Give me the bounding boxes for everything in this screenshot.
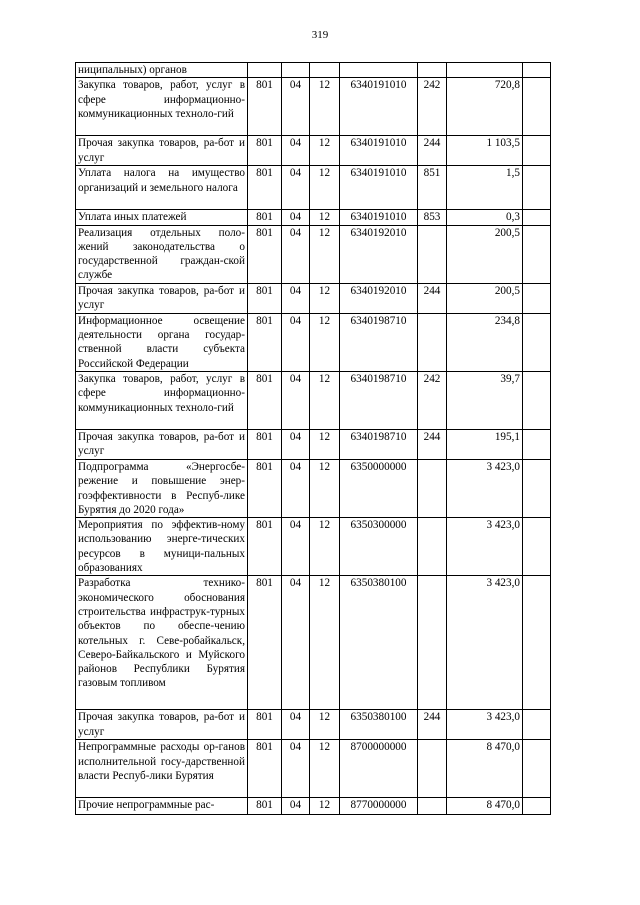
- row-empty-cell: [523, 210, 551, 225]
- row-section-code: 04: [282, 576, 310, 710]
- row-expense-type: [418, 740, 447, 798]
- row-expense-type: 244: [418, 283, 447, 313]
- row-expense-type: 244: [418, 429, 447, 459]
- row-subsection-code: 12: [310, 459, 340, 517]
- budget-table: [75, 62, 551, 815]
- table-row: [76, 210, 551, 225]
- row-subsection-code: 12: [310, 710, 340, 740]
- row-empty-cell: [523, 371, 551, 429]
- row-section-code: 04: [282, 313, 310, 371]
- row-expense-type: 242: [418, 78, 447, 136]
- row-name: Информационное освещение деятельности органа государ-ственной власти субъекта Российской Федерации: [76, 313, 248, 371]
- table-row: [76, 78, 551, 136]
- row-target-article: 6340198710: [340, 371, 418, 429]
- row-target-article: 6350300000: [340, 518, 418, 576]
- table-row: [76, 740, 551, 798]
- row-section-code: 04: [282, 210, 310, 225]
- row-subsection-code: [310, 63, 340, 78]
- row-name: Мероприятия по эффектив-ному использованию энерге-тических ресурсов в муници-пальных образованиях: [76, 518, 248, 576]
- row-target-article: 6340192010: [340, 283, 418, 313]
- row-expense-type: [418, 313, 447, 371]
- row-section-code: 04: [282, 166, 310, 210]
- row-empty-cell: [523, 740, 551, 798]
- table-row: [76, 798, 551, 815]
- row-target-article: 6340191010: [340, 78, 418, 136]
- row-section-code: 04: [282, 518, 310, 576]
- row-amount: 234,8: [447, 313, 523, 371]
- row-subsection-code: 12: [310, 798, 340, 815]
- row-subsection-code: 12: [310, 283, 340, 313]
- row-amount: 200,5: [447, 283, 523, 313]
- row-section-code: 04: [282, 225, 310, 283]
- row-gr-code: 801: [248, 798, 282, 815]
- row-gr-code: 801: [248, 371, 282, 429]
- row-section-code: 04: [282, 283, 310, 313]
- row-section-code: 04: [282, 78, 310, 136]
- row-subsection-code: 12: [310, 313, 340, 371]
- row-gr-code: 801: [248, 313, 282, 371]
- row-name: Закупка товаров, работ, услуг в сфере информационно-коммуникационных техноло-гий: [76, 78, 248, 136]
- row-target-article: 6350380100: [340, 576, 418, 710]
- table-row: [76, 371, 551, 429]
- row-expense-type: 851: [418, 166, 447, 210]
- row-gr-code: 801: [248, 136, 282, 166]
- row-expense-type: 244: [418, 136, 447, 166]
- row-amount: 3 423,0: [447, 576, 523, 710]
- row-gr-code: 801: [248, 283, 282, 313]
- row-name: Прочая закупка товаров, ра-бот и услуг: [76, 136, 248, 166]
- row-amount: 3 423,0: [447, 518, 523, 576]
- row-expense-type: [418, 798, 447, 815]
- row-expense-type: [418, 63, 447, 78]
- row-name: Уплата иных платежей: [76, 210, 248, 225]
- table-row: [76, 518, 551, 576]
- row-subsection-code: 12: [310, 225, 340, 283]
- row-name: Прочая закупка товаров, ра-бот и услуг: [76, 710, 248, 740]
- row-subsection-code: 12: [310, 576, 340, 710]
- table-row: [76, 710, 551, 740]
- row-amount: 0,3: [447, 210, 523, 225]
- row-gr-code: 801: [248, 710, 282, 740]
- row-empty-cell: [523, 518, 551, 576]
- row-amount: 3 423,0: [447, 710, 523, 740]
- row-name: Подпрограмма «Энергосбе-режение и повышение энер-гоэффективности в Респуб-лике Бурятия до 2020 года»: [76, 459, 248, 517]
- row-name: Реализация отдельных поло-жений законодательства о государственной граждан-ской службе: [76, 225, 248, 283]
- row-empty-cell: [523, 283, 551, 313]
- row-empty-cell: [523, 576, 551, 710]
- row-section-code: 04: [282, 371, 310, 429]
- page-number: 319: [311, 29, 329, 41]
- row-gr-code: 801: [248, 740, 282, 798]
- table-row: [76, 225, 551, 283]
- row-amount: 200,5: [447, 225, 523, 283]
- row-expense-type: [418, 459, 447, 517]
- row-amount: 8 470,0: [447, 798, 523, 815]
- row-name: Уплата налога на имущество организаций и земельного налога: [76, 166, 248, 210]
- row-gr-code: 801: [248, 518, 282, 576]
- table-row: [76, 459, 551, 517]
- row-empty-cell: [523, 166, 551, 210]
- row-amount: 3 423,0: [447, 459, 523, 517]
- row-gr-code: 801: [248, 78, 282, 136]
- row-target-article: 6340191010: [340, 210, 418, 225]
- row-section-code: 04: [282, 459, 310, 517]
- row-expense-type: 242: [418, 371, 447, 429]
- row-amount: 1,5: [447, 166, 523, 210]
- row-name: ниципальных) органов: [76, 63, 248, 78]
- row-amount: 39,7: [447, 371, 523, 429]
- row-target-article: 6350380100: [340, 710, 418, 740]
- row-subsection-code: 12: [310, 210, 340, 225]
- row-empty-cell: [523, 136, 551, 166]
- row-section-code: 04: [282, 798, 310, 815]
- row-name: Закупка товаров, работ, услуг в сфере информационно-коммуникационных техноло-гий: [76, 371, 248, 429]
- row-name: Прочая закупка товаров, ра-бот и услуг: [76, 283, 248, 313]
- row-target-article: 6340191010: [340, 136, 418, 166]
- row-gr-code: 801: [248, 459, 282, 517]
- row-section-code: [282, 63, 310, 78]
- row-subsection-code: 12: [310, 136, 340, 166]
- row-expense-type: [418, 518, 447, 576]
- row-expense-type: 244: [418, 710, 447, 740]
- row-subsection-code: 12: [310, 518, 340, 576]
- row-amount: 195,1: [447, 429, 523, 459]
- row-target-article: 8770000000: [340, 798, 418, 815]
- table-row: [76, 429, 551, 459]
- table-row: [76, 313, 551, 371]
- row-empty-cell: [523, 710, 551, 740]
- row-expense-type: 853: [418, 210, 447, 225]
- row-expense-type: [418, 576, 447, 710]
- row-gr-code: 801: [248, 225, 282, 283]
- row-target-article: [340, 63, 418, 78]
- row-expense-type: [418, 225, 447, 283]
- row-target-article: 6340192010: [340, 225, 418, 283]
- row-empty-cell: [523, 459, 551, 517]
- row-name: Непрограммные расходы ор-ганов исполнительной госу-дарственной власти Респуб-лики Бурятия: [76, 740, 248, 798]
- row-empty-cell: [523, 78, 551, 136]
- table-row: [76, 283, 551, 313]
- row-section-code: 04: [282, 740, 310, 798]
- row-gr-code: 801: [248, 210, 282, 225]
- row-amount: 720,8: [447, 78, 523, 136]
- row-section-code: 04: [282, 136, 310, 166]
- row-gr-code: 801: [248, 576, 282, 710]
- row-subsection-code: 12: [310, 78, 340, 136]
- table-row: [76, 136, 551, 166]
- row-subsection-code: 12: [310, 371, 340, 429]
- row-subsection-code: 12: [310, 166, 340, 210]
- row-target-article: 8700000000: [340, 740, 418, 798]
- row-target-article: 6340198710: [340, 313, 418, 371]
- row-target-article: 6340191010: [340, 166, 418, 210]
- table-body: [76, 63, 551, 815]
- row-empty-cell: [523, 313, 551, 371]
- table-row: [76, 166, 551, 210]
- row-gr-code: 801: [248, 166, 282, 210]
- row-name: Разработка технико-экономического обоснования строительства инфраструк-турных объектов по обеспе-чению котельных г. Севе-робайкальск, Северо-Байкальского и Муйского районов Республики Бурятия газовым топливом: [76, 576, 248, 710]
- row-amount: 8 470,0: [447, 740, 523, 798]
- row-subsection-code: 12: [310, 429, 340, 459]
- row-empty-cell: [523, 429, 551, 459]
- row-empty-cell: [523, 798, 551, 815]
- row-amount: [447, 63, 523, 78]
- row-empty-cell: [523, 225, 551, 283]
- row-target-article: 6350000000: [340, 459, 418, 517]
- row-section-code: 04: [282, 429, 310, 459]
- row-gr-code: [248, 63, 282, 78]
- table-row: [76, 576, 551, 710]
- row-subsection-code: 12: [310, 740, 340, 798]
- row-target-article: 6340198710: [340, 429, 418, 459]
- row-empty-cell: [523, 63, 551, 78]
- row-name: Прочая закупка товаров, ра-бот и услуг: [76, 429, 248, 459]
- row-gr-code: 801: [248, 429, 282, 459]
- table-row: [76, 63, 551, 78]
- row-section-code: 04: [282, 710, 310, 740]
- row-name: Прочие непрограммные рас-: [76, 798, 248, 815]
- row-amount: 1 103,5: [447, 136, 523, 166]
